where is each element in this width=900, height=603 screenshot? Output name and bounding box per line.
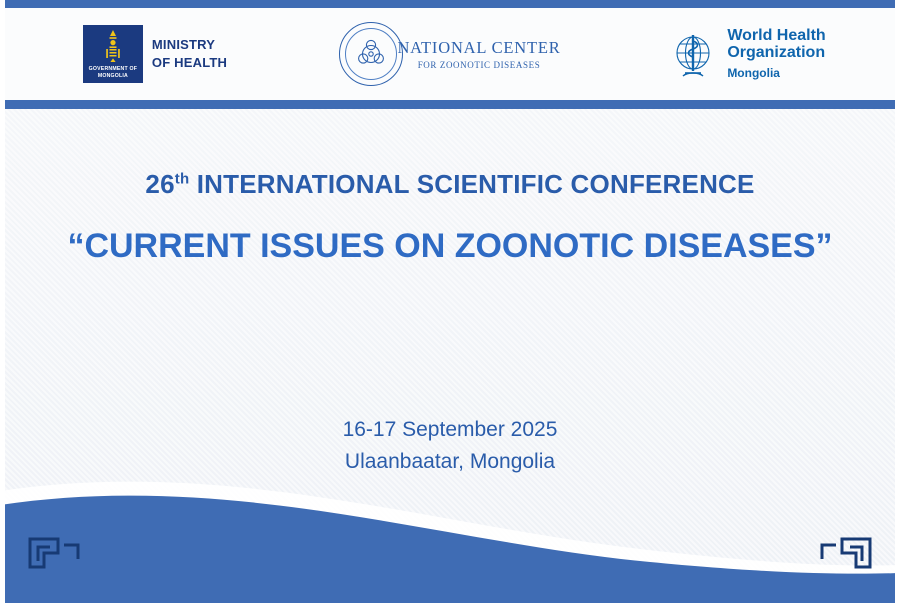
mongolian-ulzii-knot-icon-left	[16, 523, 90, 581]
mongolia-emblem-block	[83, 25, 143, 83]
conference-theme: “CURRENT ISSUES ON ZOONOTIC DISEASES”	[67, 227, 833, 265]
ministry-label-line2: OF HEALTH	[151, 55, 228, 70]
title-block	[0, 169, 900, 269]
footer-wave-decoration	[0, 463, 900, 603]
mongolian-ulzii-knot-icon-right	[810, 523, 884, 581]
nczd-name-sub: FOR ZOONOTIC DISEASES	[417, 60, 541, 70]
who-name-line2: Organization	[727, 43, 826, 61]
conference-date: 16-17 September 2025	[342, 418, 558, 441]
bottom-frame-bar	[0, 595, 900, 603]
nczd-circular-seal-icon	[339, 22, 403, 86]
conference-heading	[0, 169, 900, 200]
left-frame-margin	[0, 0, 5, 603]
right-frame-margin	[895, 0, 900, 603]
ministry-emblem-caption: GOVERNMENT OF MONGOLIA	[88, 66, 138, 79]
conference-location: Ulaanbaatar, Mongolia	[344, 449, 556, 473]
who-wordmark	[727, 28, 825, 80]
top-frame-bar	[0, 0, 900, 8]
ministry-label-line1: MINISTRY	[151, 37, 216, 53]
who-mongolia-logo	[600, 8, 900, 100]
conference-number-suffix: th	[174, 170, 190, 188]
conference-title-text: INTERNATIONAL SCIENTIFIC CONFERENCE	[196, 169, 755, 199]
ministry-of-health-logo	[0, 8, 300, 100]
who-name-line1: World Health	[727, 26, 826, 44]
conference-number: 26	[145, 169, 175, 199]
ministry-of-health-label	[152, 36, 227, 71]
national-center-zoonotic-diseases-logo	[300, 8, 600, 100]
logo-header-band	[0, 8, 900, 100]
who-rod-of-asclepius-globe-icon	[666, 27, 720, 81]
header-divider-bar	[0, 100, 900, 109]
mongolia-soyombo-emblem-icon	[103, 30, 123, 62]
nczd-name-main: NATIONAL CENTER	[397, 38, 561, 57]
who-country-label: Mongolia	[727, 66, 780, 81]
slide-body	[0, 109, 900, 603]
nczd-wordmark	[397, 38, 560, 70]
